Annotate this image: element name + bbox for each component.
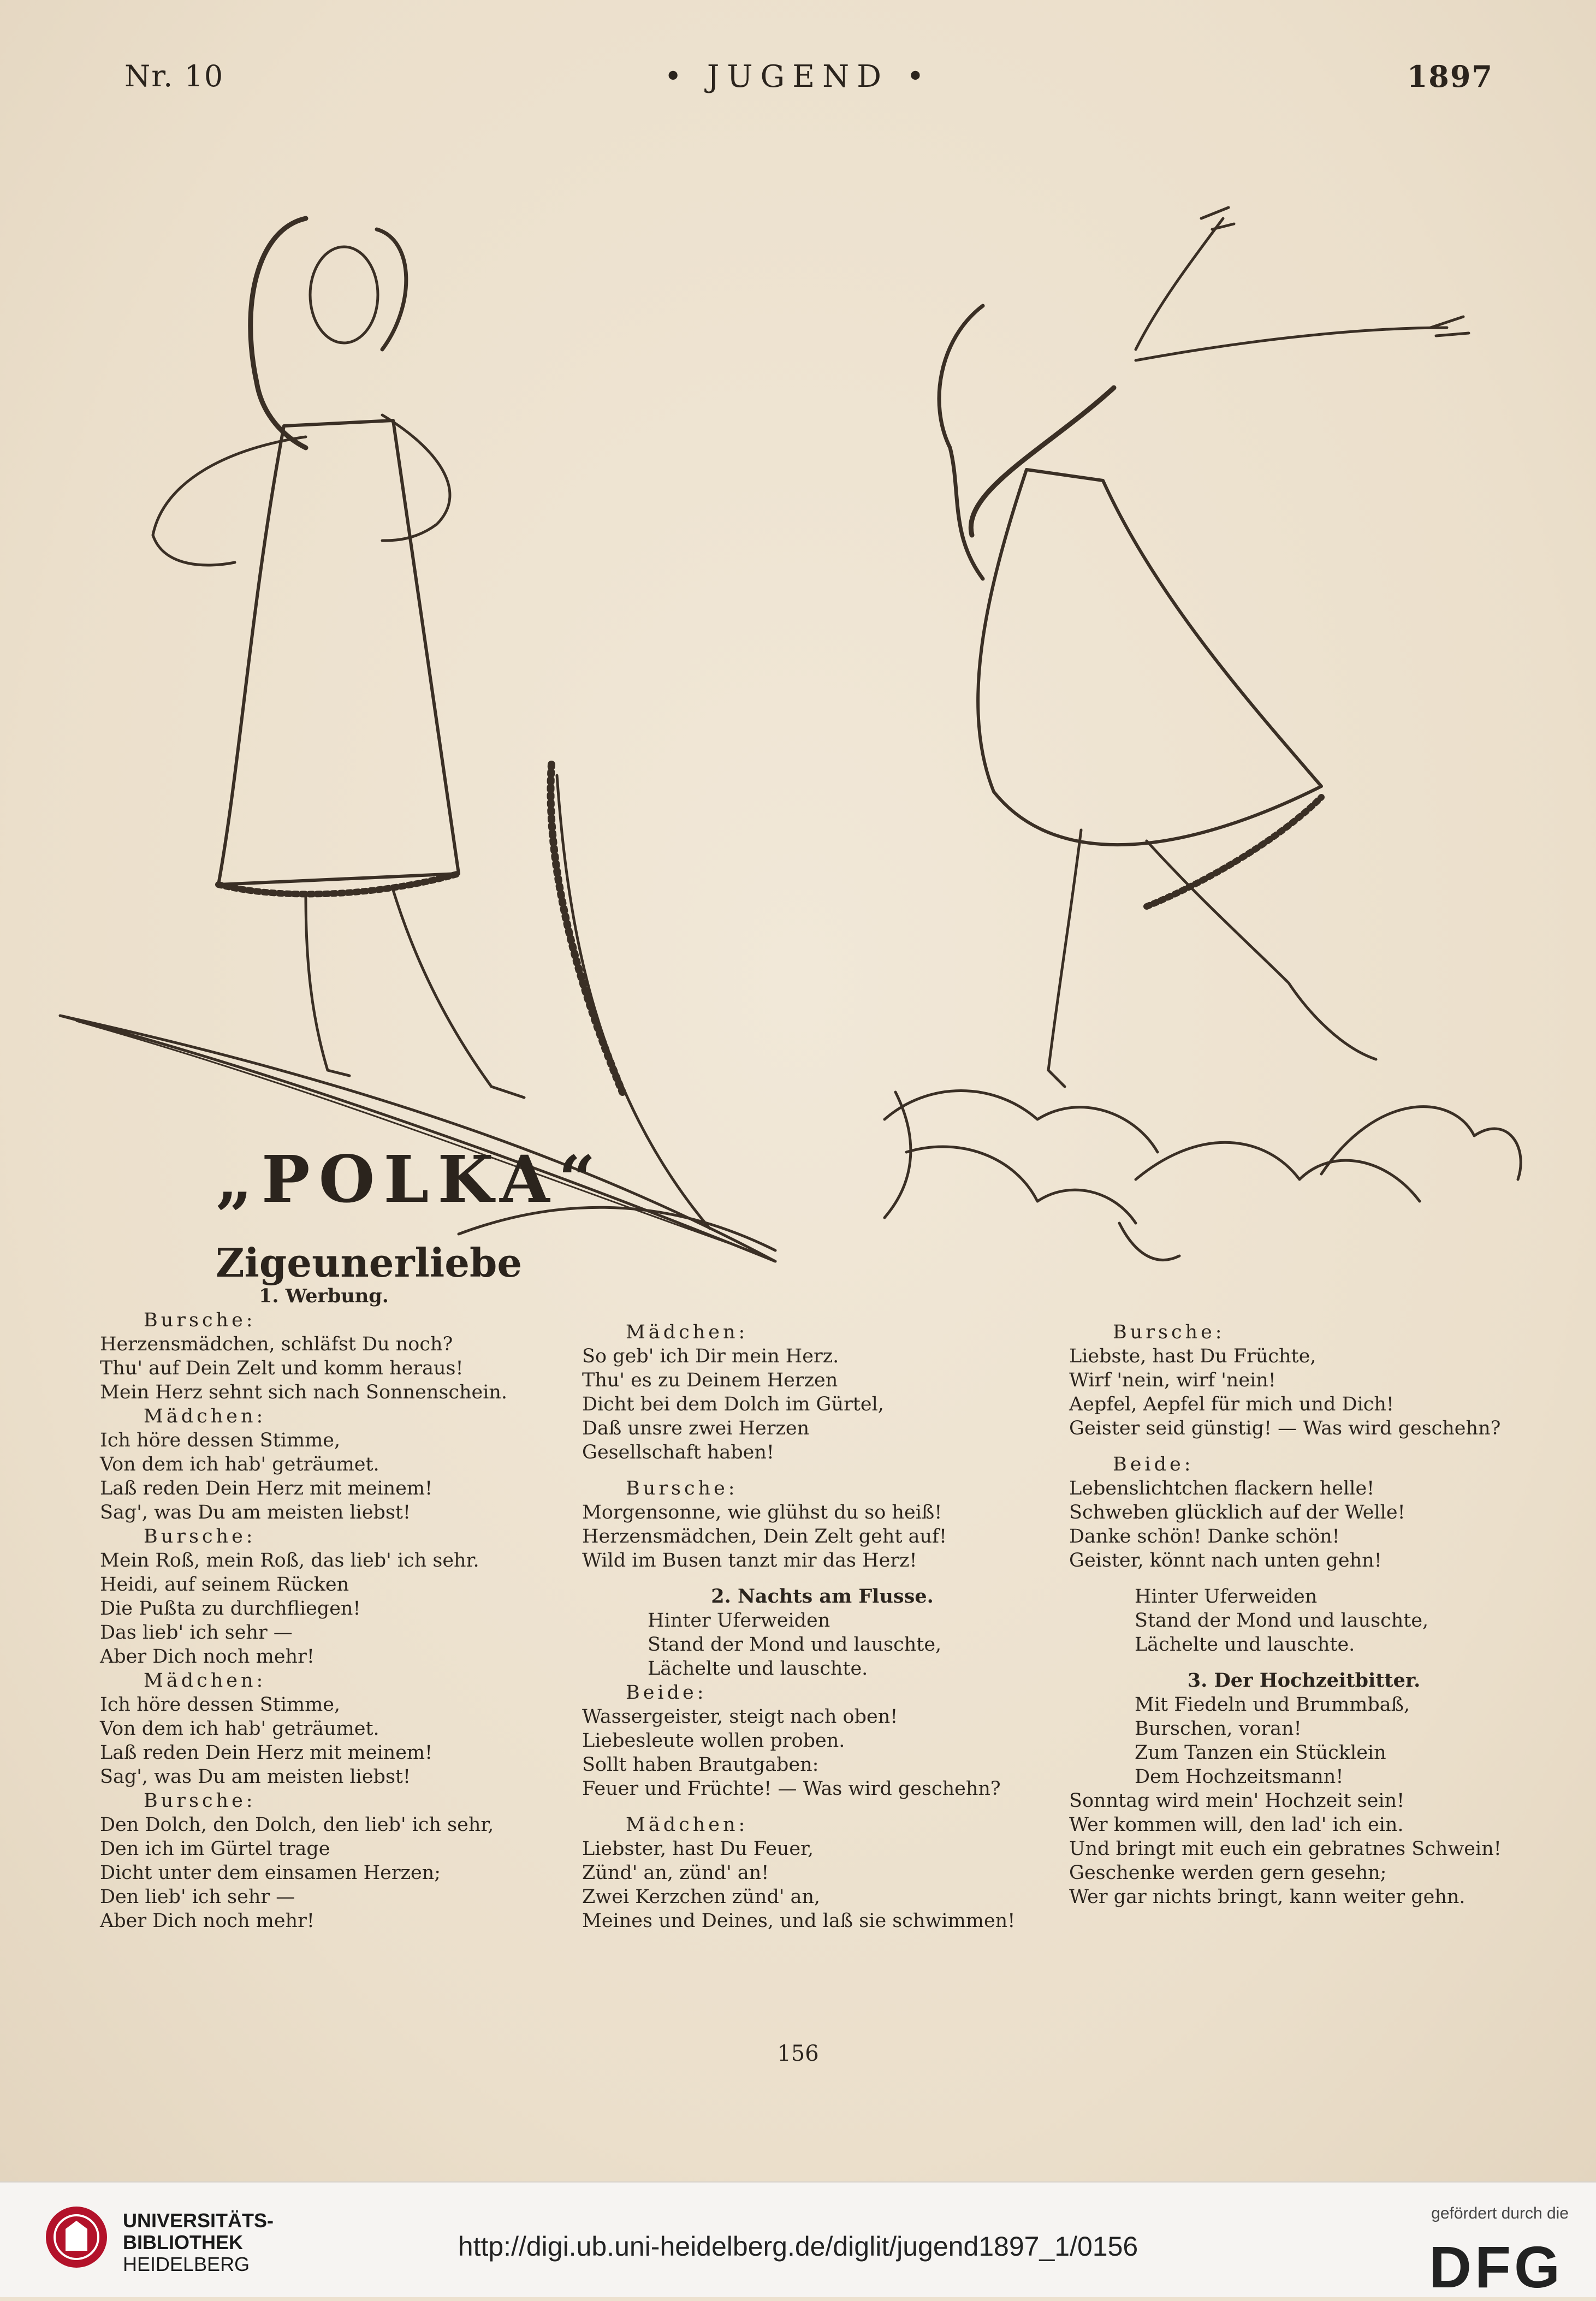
verse-line: Ich höre dessen Stimme, bbox=[100, 1430, 341, 1451]
verse-line: Wer kommen will, den lad' ich ein. bbox=[1069, 1814, 1404, 1836]
verse-line: Morgensonne, wie glühst du so heiß! bbox=[582, 1502, 942, 1523]
issue-number: Nr. 10 bbox=[124, 59, 224, 93]
verse-line: Und bringt mit euch ein gebratnes Schwein! bbox=[1069, 1838, 1502, 1860]
verse-line: Wirf 'nein, wirf 'nein! bbox=[1069, 1369, 1276, 1391]
verse-line: Wild im Busen tanzt mir das Herz! bbox=[582, 1550, 917, 1571]
verse-line: Laß reden Dein Herz mit meinem! bbox=[100, 1742, 433, 1764]
verse-line: Aepfel, Aepfel für mich und Dich! bbox=[1069, 1393, 1394, 1415]
verse-line: Sollt haben Brautgaben: bbox=[582, 1754, 819, 1776]
stanza-gap bbox=[582, 1801, 1063, 1813]
stanza-gap bbox=[1069, 1440, 1539, 1452]
speaker-label: Beide: bbox=[626, 1682, 707, 1704]
verse-line: Zwei Kerzchen zünd' an, bbox=[582, 1886, 821, 1908]
text-column-2 bbox=[582, 1320, 1063, 1933]
stanza-gap bbox=[1069, 1573, 1539, 1585]
speaker-label: Bursche: bbox=[144, 1790, 256, 1812]
page-number: 156 bbox=[777, 2041, 819, 2066]
year: 1897 bbox=[1407, 59, 1493, 94]
section-heading: 3. Der Hochzeitbitter. bbox=[1187, 1669, 1421, 1692]
verse-line: Herzensmädchen, schläfst Du noch? bbox=[100, 1333, 453, 1355]
verse-line: Zünd' an, zünd' an! bbox=[582, 1862, 769, 1884]
speaker-label: Bursche: bbox=[144, 1526, 256, 1547]
verse-line: Danke schön! Danke schön! bbox=[1069, 1526, 1340, 1547]
section-heading: 2. Nachts am Flusse. bbox=[711, 1585, 934, 1608]
verse-line: Von dem ich hab' geträumet. bbox=[100, 1718, 379, 1740]
main-title: „POLKA“ bbox=[216, 1141, 604, 1217]
verse-line: Zum Tanzen ein Stücklein bbox=[1135, 1742, 1386, 1764]
verse-line: Dicht unter dem einsamen Herzen; bbox=[100, 1862, 441, 1884]
verse-line: Lächelte und lauschte. bbox=[648, 1658, 868, 1680]
viewer-footer bbox=[0, 2181, 1596, 2300]
speaker-label: Bursche: bbox=[1113, 1321, 1225, 1343]
verse-line: Geister seid günstig! — Was wird geschehn? bbox=[1069, 1418, 1501, 1439]
verse-line: Lebenslichtchen flackern helle! bbox=[1069, 1478, 1375, 1499]
verse-line: Schweben glücklich auf der Welle! bbox=[1069, 1502, 1405, 1523]
verse-line: Thu' es zu Deinem Herzen bbox=[582, 1369, 838, 1391]
verse-line: Liebste, hast Du Früchte, bbox=[1069, 1345, 1316, 1367]
verse-line: Wer gar nichts bringt, kann weiter gehn. bbox=[1069, 1886, 1466, 1908]
verse-line: Aber Dich noch mehr! bbox=[100, 1910, 315, 1932]
verse-line: Burschen, voran! bbox=[1135, 1718, 1302, 1740]
verse-line: Thu' auf Dein Zelt und komm heraus! bbox=[100, 1357, 464, 1379]
dfg-logo: DFG bbox=[1429, 2234, 1563, 2300]
verse-line: Sag', was Du am meisten liebst! bbox=[100, 1766, 411, 1788]
stanza-gap bbox=[1069, 1657, 1539, 1669]
verse-line: Herzensmädchen, Dein Zelt geht auf! bbox=[582, 1526, 947, 1547]
verse-line: Stand der Mond und lauschte, bbox=[1135, 1610, 1429, 1632]
library-line-3: HEIDELBERG bbox=[123, 2253, 250, 2275]
section-heading: 1. Werbung. bbox=[259, 1285, 389, 1307]
speaker-label: Beide: bbox=[1113, 1454, 1194, 1475]
stanza-gap bbox=[582, 1464, 1063, 1476]
verse-line: Mit Fiedeln und Brummbaß, bbox=[1135, 1694, 1410, 1716]
verse-line: Mein Roß, mein Roß, das lieb' ich sehr. bbox=[100, 1550, 479, 1571]
verse-line: Liebster, hast Du Feuer, bbox=[582, 1838, 814, 1860]
verse-line: Den lieb' ich sehr — bbox=[100, 1886, 295, 1908]
funding-caption: gefördert durch die bbox=[1431, 2204, 1569, 2222]
verse-line: Aber Dich noch mehr! bbox=[100, 1646, 315, 1668]
verse-line: Sonntag wird mein' Hochzeit sein! bbox=[1069, 1790, 1405, 1812]
text-column-1 bbox=[100, 1284, 548, 1933]
verse-line: Das lieb' ich sehr — bbox=[100, 1622, 293, 1644]
verse-line: Heidi, auf seinem Rücken bbox=[100, 1574, 349, 1596]
verse-line: Laß reden Dein Herz mit meinem! bbox=[100, 1478, 433, 1499]
verse-line: Dem Hochzeitsmann! bbox=[1135, 1766, 1344, 1788]
verse-line: Daß unsre zwei Herzen bbox=[582, 1418, 810, 1439]
document-url-link[interactable]: http://digi.ub.uni-heidelberg.de/diglit/jugend1897_1/0156 bbox=[458, 2231, 1138, 2262]
stanza-gap bbox=[582, 1573, 1063, 1585]
text-column-3 bbox=[1069, 1320, 1539, 1909]
verse-line: Dicht bei dem Dolch im Gürtel, bbox=[582, 1393, 884, 1415]
speaker-label: Bursche: bbox=[626, 1478, 738, 1499]
verse-line: Lächelte und lauschte. bbox=[1135, 1634, 1355, 1656]
verse-line: Stand der Mond und lauschte, bbox=[648, 1634, 942, 1656]
verse-line: Wassergeister, steigt nach oben! bbox=[582, 1706, 898, 1728]
library-line-2: BIBLIOTHEK bbox=[123, 2231, 243, 2253]
verse-line: Gesellschaft haben! bbox=[582, 1442, 774, 1463]
verse-line: Liebesleute wollen proben. bbox=[582, 1730, 845, 1752]
verse-line: Meines und Deines, und laß sie schwimmen! bbox=[582, 1910, 1016, 1932]
verse-line: Ich höre dessen Stimme, bbox=[100, 1694, 341, 1716]
speaker-label: Mädchen: bbox=[144, 1405, 266, 1427]
verse-line: Hinter Uferweiden bbox=[648, 1610, 830, 1632]
journal-title: • JUGEND • bbox=[664, 59, 932, 94]
verse-line: Feuer und Früchte! — Was wird geschehn? bbox=[582, 1778, 1001, 1800]
verse-line: Hinter Uferweiden bbox=[1135, 1586, 1318, 1608]
speaker-label: Mädchen: bbox=[626, 1814, 749, 1836]
speaker-label: Bursche: bbox=[144, 1309, 256, 1331]
speaker-label: Mädchen: bbox=[144, 1670, 266, 1692]
verse-line: Geschenke werden gern gesehn; bbox=[1069, 1862, 1387, 1884]
verse-line: Geister, könnt nach unten gehn! bbox=[1069, 1550, 1382, 1571]
verse-line: Den Dolch, den Dolch, den lieb' ich sehr, bbox=[100, 1814, 494, 1836]
verse-line: So geb' ich Dir mein Herz. bbox=[582, 1345, 839, 1367]
speaker-label: Mädchen: bbox=[626, 1321, 749, 1343]
verse-line: Von dem ich hab' geträumet. bbox=[100, 1454, 379, 1475]
verse-line: Sag', was Du am meisten liebst! bbox=[100, 1502, 411, 1523]
poem-title: Zigeunerliebe bbox=[216, 1240, 523, 1286]
verse-line: Die Pußta zu durchfliegen! bbox=[100, 1598, 361, 1620]
verse-line: Den ich im Gürtel trage bbox=[100, 1838, 330, 1860]
verse-line: Mein Herz sehnt sich nach Sonnenschein. bbox=[100, 1381, 508, 1403]
acanthus-leaves bbox=[885, 1091, 1521, 1260]
leaf-left bbox=[60, 1016, 775, 1261]
dancing-girl-figure bbox=[939, 207, 1469, 1087]
standing-girl-figure bbox=[153, 218, 524, 1098]
library-line-1: UNIVERSITÄTS- bbox=[123, 2209, 274, 2232]
